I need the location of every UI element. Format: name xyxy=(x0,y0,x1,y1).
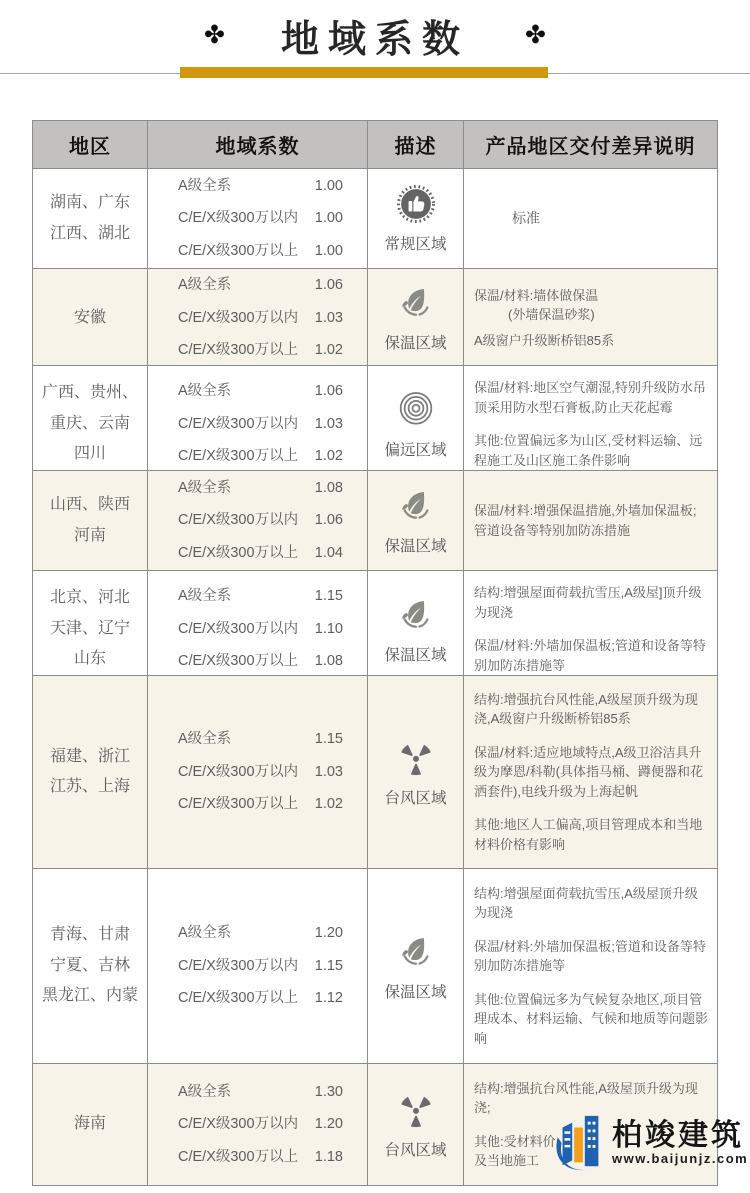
region-cell: 北京、河北 天津、辽宁 山东 xyxy=(33,571,148,687)
coefficient-cell: A级全系 1.00 C/E/X级300万以内 1.00 C/E/X级300万以上 1.00 xyxy=(148,169,368,268)
concentric-rings-icon xyxy=(395,389,437,431)
zone-label: 台风区域 xyxy=(384,1142,447,1159)
table-row xyxy=(33,571,717,676)
zone-cell xyxy=(368,269,464,367)
watermark-url: www.baijunjz.com xyxy=(612,1151,749,1167)
region-cell: 福建、浙江 江苏、上海 xyxy=(33,676,148,868)
zone-cell xyxy=(368,676,464,868)
building-logo-icon xyxy=(548,1108,610,1178)
zone-cell xyxy=(368,869,464,1063)
header-region: 地区 xyxy=(33,121,148,168)
table-row xyxy=(33,869,717,1064)
table-row xyxy=(33,269,717,366)
zone-cell xyxy=(368,571,464,687)
coefficient-cell: A级全系 1.06 C/E/X级300万以内 1.03 C/E/X级300万以上 1.02 xyxy=(148,366,368,482)
header-coefficient: 地域系数 xyxy=(148,121,368,168)
thumbs-up-badge-icon xyxy=(395,183,437,225)
coefficient-cell: A级全系 1.15 C/E/X级300万以内 1.03 C/E/X级300万以上 1.02 xyxy=(148,676,368,868)
coefficient-cell: A级全系 1.15 C/E/X级300万以内 1.10 C/E/X级300万以上 1.08 xyxy=(148,571,368,687)
notes-cell: 结构:增强屋面荷载抗雪压,A级屋]顶升级为现浇 保温/材料:外墙加保温板;管道和设备等特别加防冻措施等 xyxy=(474,585,706,673)
notes-cell: 保温/材料:增强保温措施,外墙加保温板;管道设备等特别加防冻措施 xyxy=(474,503,697,538)
coefficient-cell: A级全系 1.06 C/E/X级300万以内 1.03 C/E/X级300万以上 1.02 xyxy=(148,269,368,367)
watermark-name: 柏竣建筑 xyxy=(612,1118,744,1152)
zone-label: 偏远区域 xyxy=(384,441,447,459)
region-cell: 青海、甘肃 宁夏、吉林 黑龙江、内蒙 xyxy=(33,869,148,1063)
table-row xyxy=(33,366,717,471)
typhoon-fan-icon xyxy=(395,737,437,779)
zone-cell xyxy=(368,366,464,482)
zone-label: 台风区域 xyxy=(384,789,447,807)
leaf-icon xyxy=(395,594,437,636)
coefficient-cell: A级全系 1.08 C/E/X级300万以内 1.06 C/E/X级300万以上 1.04 xyxy=(148,471,368,570)
leaf-icon xyxy=(395,282,437,324)
zone-cell xyxy=(368,471,464,570)
diamond-ornament-icon: ✤ xyxy=(525,21,546,49)
header-delivery-notes: 产品地区交付差异说明 xyxy=(485,136,696,158)
zone-cell xyxy=(368,1064,464,1185)
zone-label: 保温区域 xyxy=(384,646,447,664)
notes-cell: 结构:增强屋面荷载抗雪压,A级屋顶升级为现浇 保温/材料:外墙加保温板;管道和设备等特别加防冻措施等 其他:位置偏远多为气候复杂地区,项目管理成本、材料运输、气候和地质等问题影响 xyxy=(474,885,709,1046)
region-cell: 安徽 xyxy=(33,269,148,367)
notes-cell: 标准 xyxy=(512,210,540,226)
leaf-icon xyxy=(395,485,437,527)
leaf-icon xyxy=(395,931,437,973)
zone-label: 保温区域 xyxy=(384,335,447,353)
zone-cell xyxy=(368,169,464,268)
region-cell: 广西、贵州、 重庆、云南 四川 xyxy=(33,366,148,482)
table-row xyxy=(33,676,717,869)
watermark-logo xyxy=(548,1108,750,1178)
zone-label: 保温区域 xyxy=(384,538,447,555)
notes-cell: 保温/材料:地区空气潮湿,特别升级防水吊顶采用防水型石膏板,防止天花起霉 其他:位置偏远多为山区,受材料运输、远程施工及山区施工条件影响 xyxy=(474,380,706,468)
region-coefficient-table xyxy=(32,120,718,1186)
page-header xyxy=(0,8,750,63)
zone-label: 保温区域 xyxy=(384,983,447,1001)
region-cell: 海南 xyxy=(33,1064,148,1185)
region-cell: 山西、陕西 河南 xyxy=(33,471,148,570)
notes-cell: 结构:增强抗台风性能,A级屋顶升级为现浇,A级窗户升级断桥铝85系 保温/材料:适应地域特点,A级卫浴洁具升级为摩恩/科勒(具体指马桶、蹲便器和花洒套件),电线升级为上海起帆 其他:地区人工偏高,项目管理成本和当地材料价格有影响 xyxy=(474,691,703,852)
table-header-row xyxy=(33,121,717,169)
notes-cell: 保温/材料:墙体做保温 (外墙保温砂浆) A级窗户升级断桥铝85系 xyxy=(474,287,615,348)
table-row xyxy=(33,471,717,571)
title-underline-bar xyxy=(180,67,548,78)
page-title: 地域系数 xyxy=(280,19,469,61)
typhoon-fan-icon xyxy=(395,1089,437,1131)
diamond-ornament-icon: ✤ xyxy=(204,21,225,49)
zone-label: 常规区域 xyxy=(384,236,447,253)
header-description: 描述 xyxy=(368,121,464,168)
coefficient-cell: A级全系 1.30 C/E/X级300万以内 1.20 C/E/X级300万以上 1.18 xyxy=(148,1064,368,1185)
notes-cell: 结构:增强抗台风性能,A级屋顶升级为现浇; 其他:受材料价 及当地施工 xyxy=(474,1080,698,1168)
coefficient-cell: A级全系 1.20 C/E/X级300万以内 1.15 C/E/X级300万以上 1.12 xyxy=(148,869,368,1063)
table-row xyxy=(33,169,717,269)
region-cell: 湖南、广东 江西、湖北 xyxy=(33,169,148,268)
